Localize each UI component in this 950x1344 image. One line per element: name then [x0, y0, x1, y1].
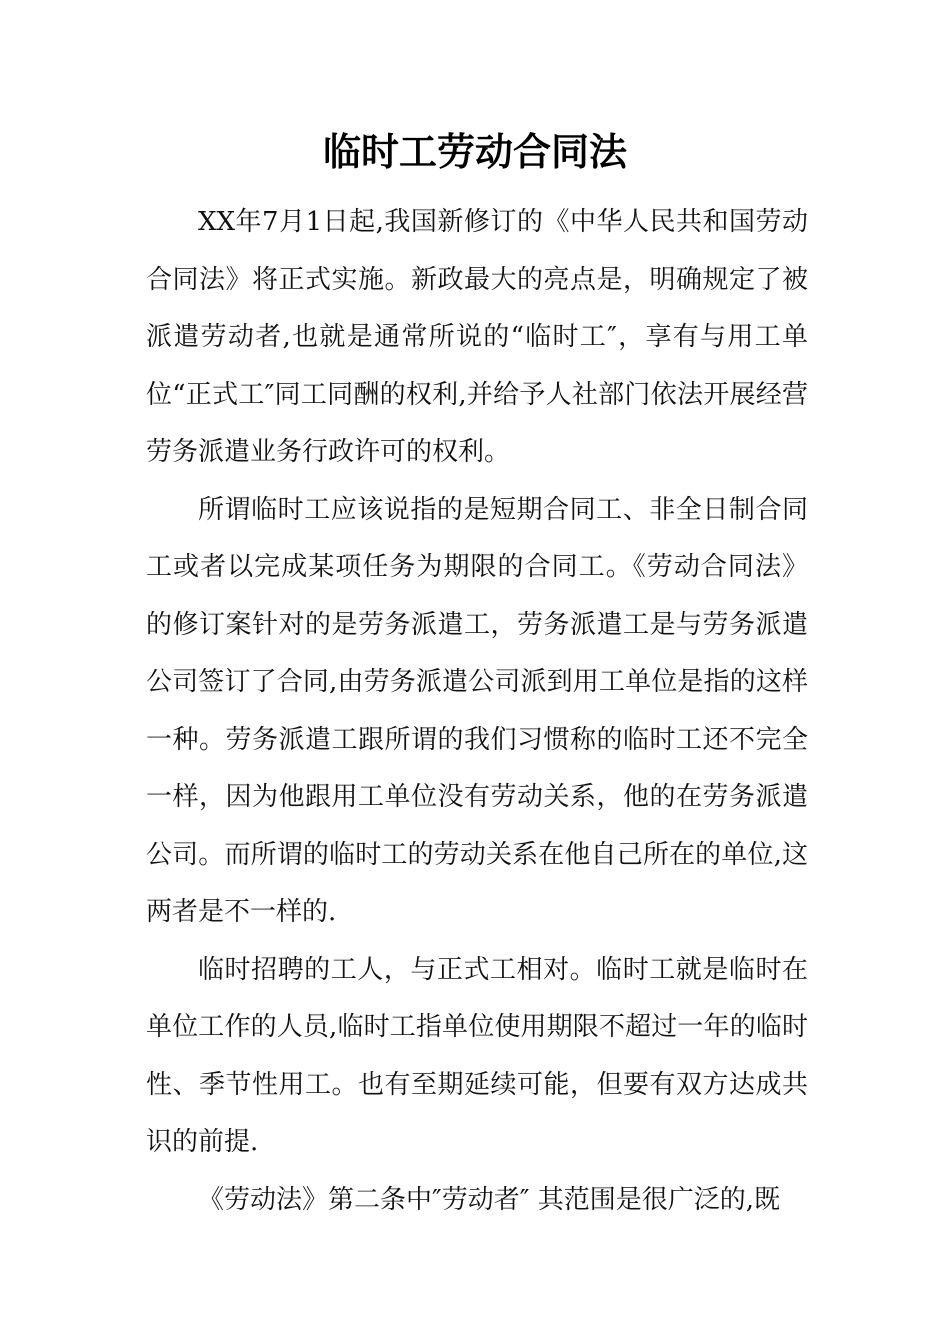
paragraph-2: 所谓临时工应该说指的是短期合同工、非全日制合同工或者以完成某项任务为期限的合同工。《劳动合同法》的修订案针对的是劳务派遣工，劳务派遣工是与劳务派遣公司签订了合同,由劳务派遣公司派到用工单位是指的这样一种。劳务派遣工跟所谓的我们习惯称的临时工还不完全一样，因为他跟用工单位没有劳动关系，他的在劳务派遣公司。而所谓的临时工的劳动关系在他自己所在的单位,这两者是不一样的.: [146, 494, 808, 927]
document-body: [146, 194, 808, 1229]
paragraph-1: XX年7月1日起,我国新修订的《中华人民共和国劳动合同法》将正式实施。新政最大的亮点是，明确规定了被派遣劳动者,也就是通常所说的“临时工″，享有与用工单位“正式工″同工同酬的权利,并给予人社部门依法开展经营劳务派遣业务行政许可的权利。: [146, 207, 808, 467]
document-title: 临时工劳动合同法: [322, 129, 627, 174]
paragraph-3: 临时招聘的工人，与正式工相对。临时工就是临时在单位工作的人员,临时工指单位使用期限不超过一年的临时性、季节性用工。也有至期延续可能，但要有双方达成共识的前提.: [146, 954, 808, 1157]
paragraph-4: 《劳动法》第二条中″劳动者″ 其范围是很广泛的,既: [198, 1184, 780, 1215]
